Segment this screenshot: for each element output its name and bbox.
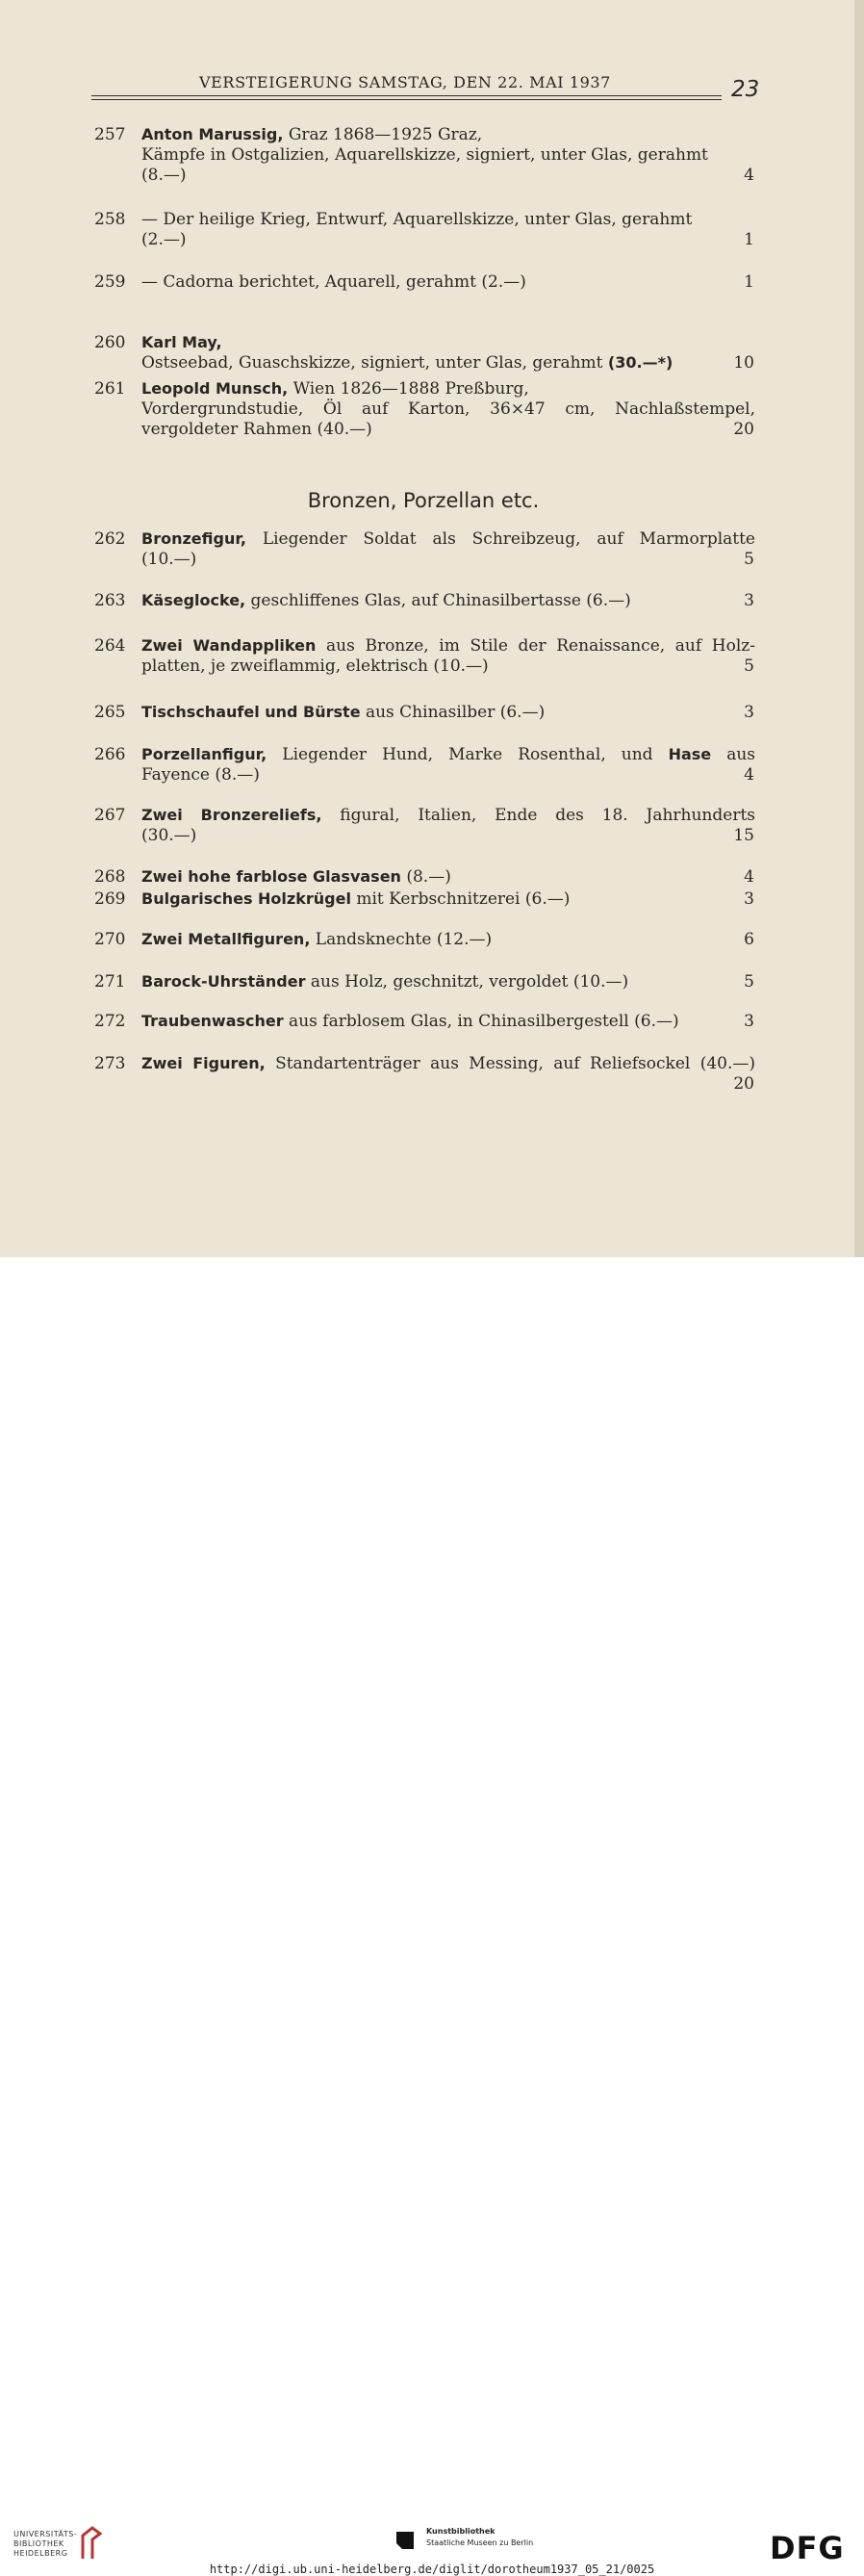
lot-title: (30.—*) [607, 353, 673, 372]
lot-description-line [141, 703, 755, 724]
lot-description-line [141, 930, 755, 951]
lot-description-line [141, 125, 755, 146]
lot-description-line [141, 145, 755, 167]
lot-title: Porzellanfigur, [141, 745, 267, 763]
lot-number: 270 [94, 930, 126, 949]
lot-description-line [141, 166, 755, 187]
catalog-page [0, 0, 864, 1257]
lot-text: aus [711, 745, 756, 764]
ub-mark-icon [79, 2526, 104, 2561]
footer [0, 1257, 864, 2576]
lot-description-line [141, 765, 755, 786]
lot-description-line [141, 272, 755, 294]
lot-text: Liegender Hund, Marke Rosenthal, und [267, 745, 669, 764]
lot-title: Käseglocke, [141, 591, 246, 609]
lot-description-line [141, 1012, 755, 1033]
lot-price: 4 [744, 765, 754, 785]
lot-description-line [141, 806, 755, 827]
lot-number: 264 [94, 636, 126, 656]
lot-number: 266 [94, 745, 126, 764]
lot-description-line [141, 230, 755, 251]
lot-number: 261 [94, 379, 126, 399]
lot-text: mit Kerbschnitzerei (6.—) [350, 889, 571, 909]
lot-description-line [141, 353, 755, 374]
kunstbibliothek-name: Kunstbibliothek [426, 2527, 496, 2536]
lot-price: 3 [744, 703, 754, 722]
lot-description-line [141, 657, 755, 678]
lot-number: 265 [94, 703, 126, 722]
lot-text: platten, je zweiflammig, elektrisch (10.—) [141, 657, 489, 676]
lot-text: vergoldeter Rahmen (40.—) [141, 420, 372, 439]
lot-price: 3 [744, 591, 754, 610]
lot-price: 4 [744, 166, 754, 185]
lot-description-line [141, 379, 755, 400]
lot-price: 5 [744, 972, 754, 992]
lot-number: 271 [94, 972, 126, 992]
lot-text: figural, Italien, Ende des 18. Jahrhunderts [321, 806, 756, 825]
lot-title: Zwei Bronzereliefs, [141, 806, 322, 824]
page-header-title: VERSTEIGERUNG SAMSTAG, DEN 22. MAI 1937 [199, 73, 611, 91]
lot-description-line [141, 399, 755, 421]
lot-number: 262 [94, 529, 126, 549]
kunstbibliothek-logo[interactable] [426, 2526, 533, 2549]
lot-text: — Der heilige Krieg, Entwurf, Aquarellskizze, unter Glas, gerahmt [141, 210, 693, 229]
kunstbibliothek-icon [394, 2530, 416, 2551]
lot-title: Zwei Wandappliken [141, 636, 317, 655]
lot-text: aus Bronze, im Stile der Renaissance, auf Holz- [316, 636, 755, 656]
lot-description-line [141, 867, 755, 889]
ub-logo-line: UNIVERSITÄTS- [13, 2530, 78, 2538]
lot-description-line [141, 826, 755, 847]
lot-text: (8.—) [141, 166, 187, 185]
lot-text: aus farblosem Glas, in Chinasilbergestell (6.—) [283, 1012, 679, 1031]
lot-number: 257 [94, 125, 126, 144]
lot-title: Traubenwascher [141, 1012, 284, 1030]
lot-text: Liegender Soldat als Schreibzeug, auf Marmorplatte [245, 529, 755, 549]
lot-price: 6 [744, 930, 754, 949]
lot-text: (8.—) [400, 867, 451, 887]
section-title: Bronzen, Porzellan etc. [307, 489, 540, 512]
lot-description-line [141, 591, 755, 612]
lot-number: 272 [94, 1012, 126, 1031]
dfg-logo[interactable]: DFG [770, 2530, 845, 2566]
lot-number: 268 [94, 867, 126, 887]
lot-price: 1 [744, 272, 754, 292]
lot-text: Fayence (8.—) [141, 765, 260, 785]
ub-logo-line: HEIDELBERG [13, 2549, 68, 2558]
lot-text: aus Holz, geschnitzt, vergoldet (10.—) [305, 972, 629, 992]
lot-description-line [141, 889, 755, 911]
lot-price: 10 [733, 353, 754, 373]
lot-title: Zwei hohe farblose Glasvasen [141, 867, 401, 886]
lot-title: Karl May, [141, 333, 222, 351]
lot-number: 267 [94, 806, 126, 825]
lot-text: Standartenträger aus Messing, auf Reliefsockel (40.—) [265, 1054, 755, 1073]
kunstbibliothek-sub: Staatliche Museen zu Berlin [426, 2538, 534, 2547]
lot-price: 15 [733, 826, 754, 845]
lot-description-line [141, 529, 755, 551]
source-url[interactable]: http://digi.ub.uni-heidelberg.de/diglit/dorotheum1937_05_21/0025 [209, 2563, 655, 2576]
lot-title: Leopold Munsch, [141, 379, 289, 398]
lot-number: 273 [94, 1054, 126, 1073]
lot-title: Zwei Metallfiguren, [141, 930, 311, 948]
lot-text: Vordergrundstudie, Öl auf Karton, 36×47 cm, Nachlaßstempel, [141, 399, 755, 419]
lot-text: (2.—) [141, 230, 187, 249]
lot-price: 3 [744, 1012, 754, 1031]
lot-number: 263 [94, 591, 126, 610]
lot-description-line [141, 420, 755, 441]
lot-description-line [141, 972, 755, 993]
lot-text: — Cadorna berichtet, Aquarell, gerahmt (2.—) [141, 272, 526, 292]
page-edge [854, 0, 864, 1257]
lot-price: 5 [744, 657, 754, 676]
lot-number: 259 [94, 272, 126, 292]
lot-title: Bronzefigur, [141, 529, 246, 548]
lot-price: 20 [733, 420, 754, 439]
header-rule [91, 95, 722, 100]
lot-text: (10.—) [141, 550, 197, 569]
lot-title: Anton Marussig, [141, 125, 284, 143]
lot-description-line [141, 1054, 755, 1075]
lot-description-line [141, 333, 755, 354]
ub-logo-line: BIBLIOTHEK [13, 2539, 64, 2548]
lot-number: 258 [94, 210, 126, 229]
lot-price: 20 [733, 1074, 754, 1094]
page-number: 23 [731, 77, 760, 102]
lot-text: Ostseebad, Guaschskizze, signiert, unter Glas, gerahmt [141, 353, 608, 373]
lot-description-line [141, 745, 755, 766]
lot-title: Zwei Figuren, [141, 1054, 266, 1072]
lot-number: 260 [94, 333, 126, 352]
lot-title: Bulgarisches Holzkrügel [141, 889, 351, 908]
lot-text: Landsknechte (12.—) [310, 930, 493, 949]
lot-title: Tischschaufel und Bürste [141, 703, 361, 721]
lot-price: 3 [744, 889, 754, 909]
lot-text: (30.—) [141, 826, 197, 845]
lot-text: Graz 1868—1925 Graz, [283, 125, 483, 144]
lot-price: 5 [744, 550, 754, 569]
lot-text: Wien 1826—1888 Preßburg, [288, 379, 529, 399]
lot-description-line [141, 636, 755, 657]
lot-price: 4 [744, 867, 754, 887]
lot-description-line [141, 210, 755, 231]
lot-description-line [141, 550, 755, 571]
lot-text: Kämpfe in Ostgalizien, Aquarellskizze, signiert, unter Glas, gerahmt [141, 145, 708, 165]
ub-heidelberg-logo[interactable] [13, 2530, 77, 2559]
lot-title: Hase [668, 745, 712, 763]
lot-text: geschliffenes Glas, auf Chinasilbertasse (6.—) [245, 591, 631, 610]
lot-price: 1 [744, 230, 754, 249]
lot-number: 269 [94, 889, 126, 909]
lot-text: aus Chinasilber (6.—) [360, 703, 546, 722]
lot-title: Barock-Uhrständer [141, 972, 306, 991]
